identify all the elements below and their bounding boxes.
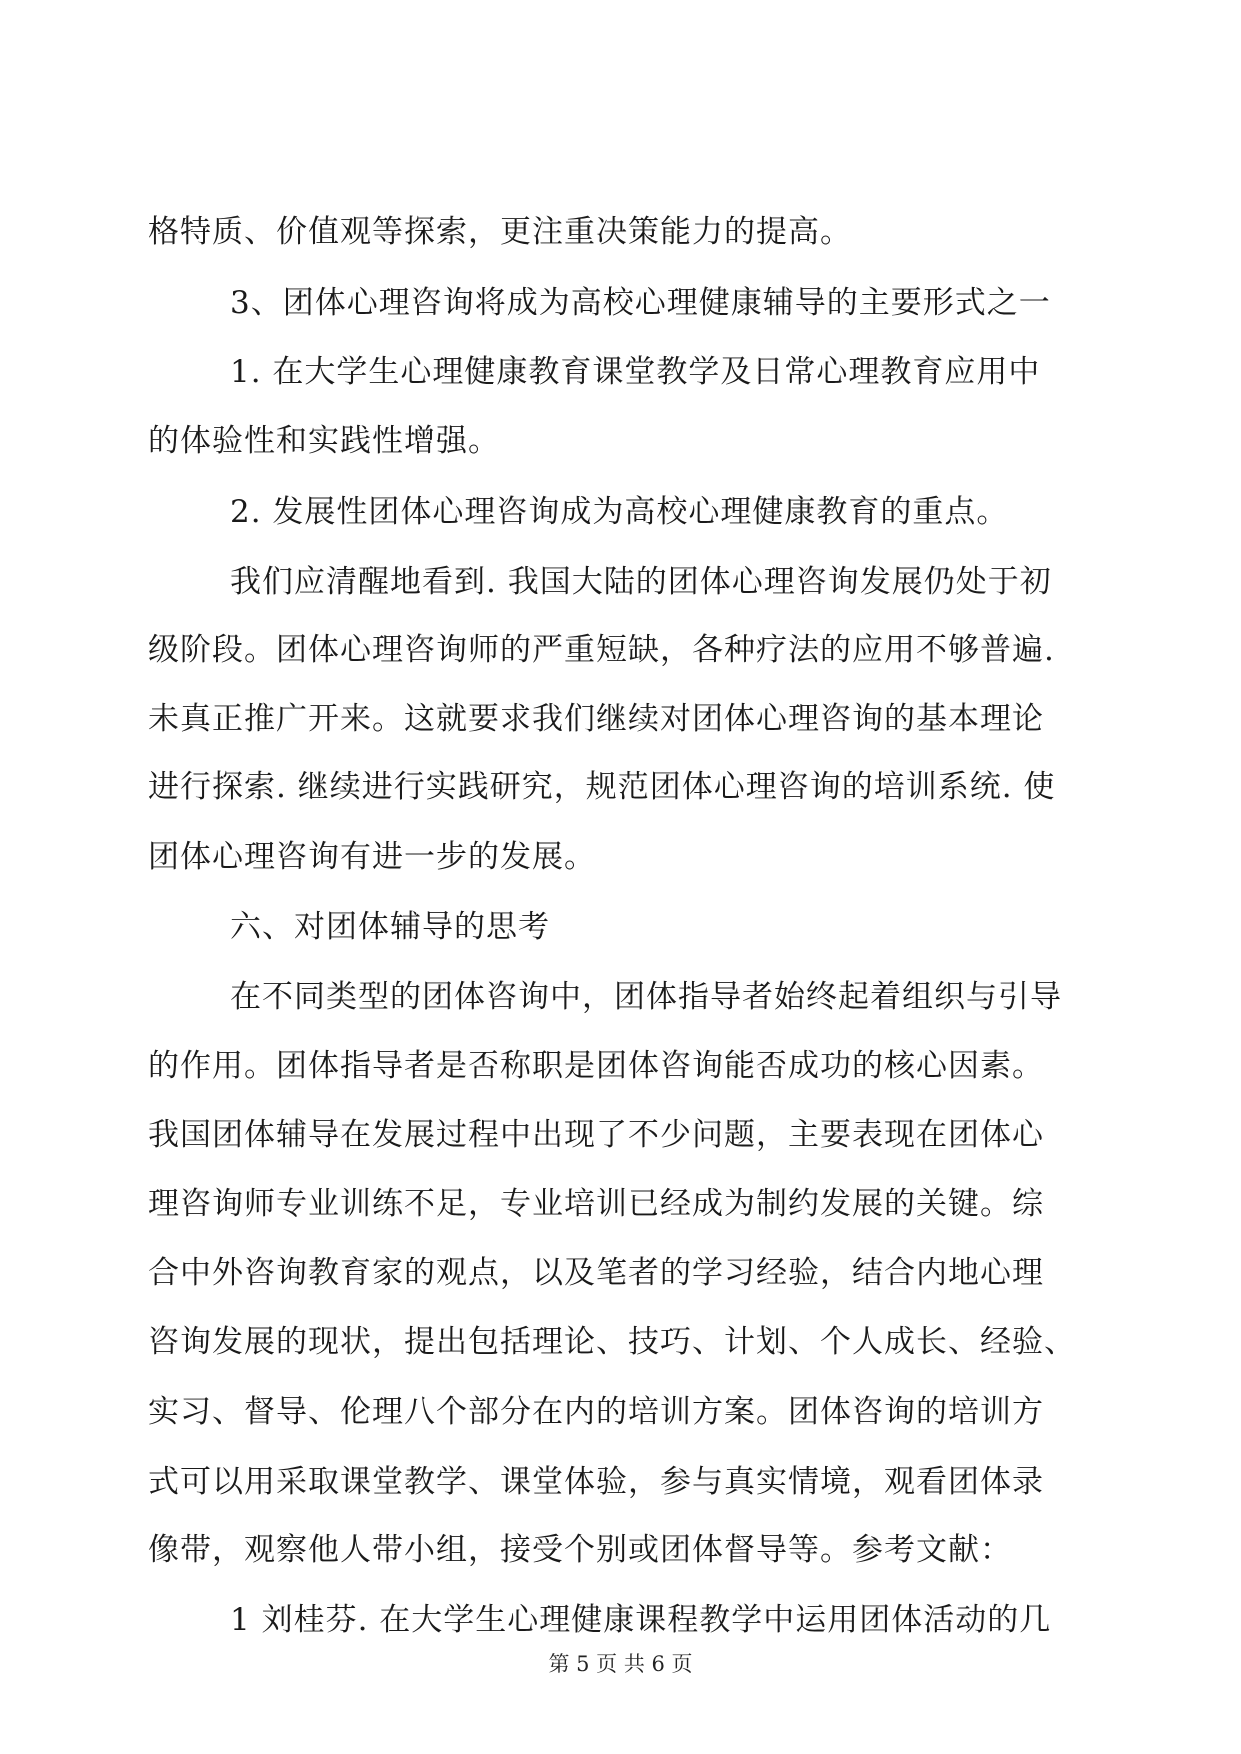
paragraph-line: 理咨询师专业训练不足，专业培训已经成为制约发展的关键。综: [148, 1186, 1044, 1222]
paragraph-line: 像带，观察他人带小组，接受个别或团体督导等。参考文献：: [148, 1532, 1012, 1568]
paragraph-line: 式可以用采取课堂教学、课堂体验，参与真实情境，观看团体录: [148, 1464, 1044, 1500]
list-item-1: 1. 在大学生心理健康教育课堂教学及日常心理教育应用中: [230, 354, 1041, 390]
section-heading-6: 六、对团体辅导的思考: [230, 909, 550, 945]
text-line-1: 格特质、价值观等探索，更注重决策能力的提高。: [148, 214, 852, 250]
paragraph-line: 实习、督导、伦理八个部分在内的培训方案。团体咨询的培训方: [148, 1394, 1044, 1430]
page-number-footer: 第 5 页 共 6 页: [548, 1652, 693, 1676]
reference-item-1: 1 刘桂芬. 在大学生心理健康课程教学中运用团体活动的几: [230, 1602, 1052, 1638]
paragraph-line: 级阶段。团体心理咨询师的严重短缺，各种疗法的应用不够普遍.: [148, 632, 1055, 668]
paragraph-line: 未真正推广开来。这就要求我们继续对团体心理咨询的基本理论: [148, 701, 1044, 737]
list-item-2: 2. 发展性团体心理咨询成为高校心理健康教育的重点。: [230, 494, 1009, 530]
text-line-4: 的体验性和实践性增强。: [148, 423, 500, 459]
paragraph-line: 团体心理咨询有进一步的发展。: [148, 839, 596, 875]
paragraph-line: 我们应清醒地看到. 我国大陆的团体心理咨询发展仍处于初: [230, 564, 1052, 600]
paragraph-line: 在不同类型的团体咨询中，团体指导者始终起着组织与引导: [230, 979, 1062, 1015]
section-heading-3: 3、团体心理咨询将成为高校心理健康辅导的主要形式之一: [230, 285, 1051, 321]
paragraph-line: 进行探索. 继续进行实践研究，规范团体心理咨询的培训系统. 使: [148, 769, 1056, 805]
paragraph-line: 合中外咨询教育家的观点，以及笔者的学习经验，结合内地心理: [148, 1255, 1044, 1291]
paragraph-line: 咨询发展的现状，提出包括理论、技巧、计划、个人成长、经验、: [148, 1324, 1076, 1360]
paragraph-line: 我国团体辅导在发展过程中出现了不少问题，主要表现在团体心: [148, 1117, 1044, 1153]
paragraph-line: 的作用。团体指导者是否称职是团体咨询能否成功的核心因素。: [148, 1048, 1044, 1084]
